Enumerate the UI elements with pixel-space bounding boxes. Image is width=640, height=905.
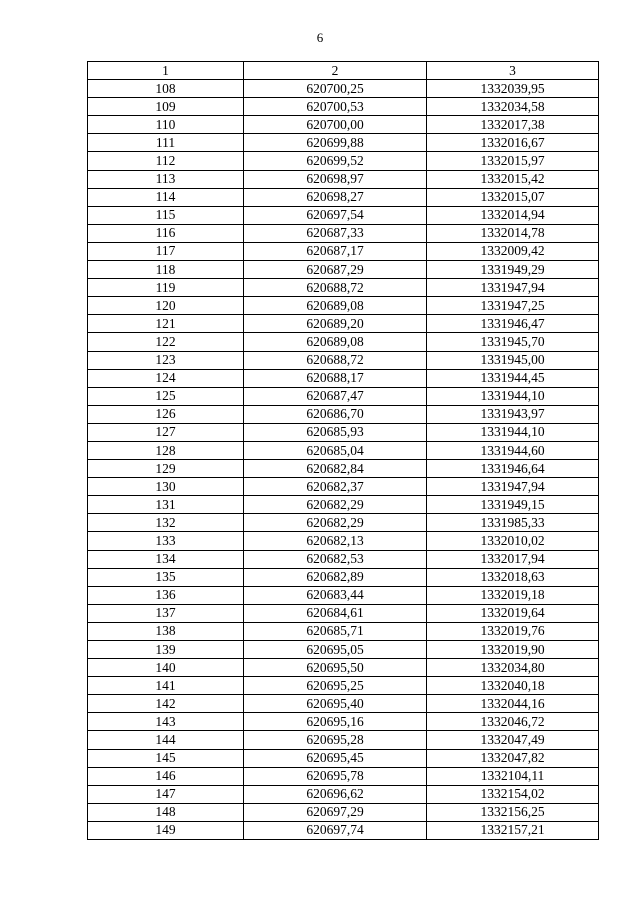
table-row xyxy=(88,713,599,731)
table-row xyxy=(88,586,599,604)
point-number-cell: 116 xyxy=(88,224,244,242)
y-coordinate-cell: 1331945,70 xyxy=(427,333,599,351)
y-coordinate-cell: 1332039,95 xyxy=(427,80,599,98)
point-number-cell: 147 xyxy=(88,785,244,803)
table-row xyxy=(88,206,599,224)
point-number-cell: 133 xyxy=(88,532,244,550)
y-coordinate-cell: 1332034,58 xyxy=(427,98,599,116)
table-row xyxy=(88,315,599,333)
point-number-cell: 125 xyxy=(88,387,244,405)
y-coordinate-cell: 1331949,29 xyxy=(427,261,599,279)
table-row xyxy=(88,261,599,279)
x-coordinate-cell: 620695,16 xyxy=(244,713,427,731)
table-row xyxy=(88,641,599,659)
y-coordinate-cell: 1331947,94 xyxy=(427,279,599,297)
table-row xyxy=(88,803,599,821)
x-coordinate-cell: 620700,53 xyxy=(244,98,427,116)
y-coordinate-cell: 1332019,90 xyxy=(427,641,599,659)
point-number-cell: 148 xyxy=(88,803,244,821)
x-coordinate-cell: 620682,37 xyxy=(244,478,427,496)
table-row xyxy=(88,405,599,423)
point-number-cell: 136 xyxy=(88,586,244,604)
point-number-cell: 146 xyxy=(88,767,244,785)
y-coordinate-cell: 1331943,97 xyxy=(427,405,599,423)
point-number-cell: 137 xyxy=(88,604,244,622)
point-number-cell: 117 xyxy=(88,242,244,260)
x-coordinate-cell: 620689,08 xyxy=(244,333,427,351)
y-coordinate-cell: 1331947,94 xyxy=(427,478,599,496)
point-number-cell: 123 xyxy=(88,351,244,369)
y-coordinate-cell: 1332017,38 xyxy=(427,116,599,134)
y-coordinate-cell: 1332014,94 xyxy=(427,206,599,224)
table-row xyxy=(88,351,599,369)
x-coordinate-cell: 620699,52 xyxy=(244,152,427,170)
x-coordinate-cell: 620695,25 xyxy=(244,677,427,695)
point-number-cell: 128 xyxy=(88,441,244,459)
x-coordinate-cell: 620695,40 xyxy=(244,695,427,713)
point-number-cell: 144 xyxy=(88,731,244,749)
y-coordinate-cell: 1332015,07 xyxy=(427,188,599,206)
point-number-cell: 134 xyxy=(88,550,244,568)
point-number-cell: 141 xyxy=(88,677,244,695)
table-row xyxy=(88,116,599,134)
point-number-cell: 124 xyxy=(88,369,244,387)
table-row xyxy=(88,695,599,713)
x-coordinate-cell: 620689,20 xyxy=(244,315,427,333)
table-row xyxy=(88,297,599,315)
y-coordinate-cell: 1332019,76 xyxy=(427,622,599,640)
y-coordinate-cell: 1332019,18 xyxy=(427,586,599,604)
y-coordinate-cell: 1332015,42 xyxy=(427,170,599,188)
y-coordinate-cell: 1332156,25 xyxy=(427,803,599,821)
x-coordinate-cell: 620685,71 xyxy=(244,622,427,640)
point-number-cell: 131 xyxy=(88,496,244,514)
x-coordinate-cell: 620683,44 xyxy=(244,586,427,604)
table-row xyxy=(88,387,599,405)
x-coordinate-cell: 620684,61 xyxy=(244,604,427,622)
x-coordinate-cell: 620696,62 xyxy=(244,785,427,803)
point-number-cell: 110 xyxy=(88,116,244,134)
point-number-cell: 118 xyxy=(88,261,244,279)
x-coordinate-cell: 620682,29 xyxy=(244,514,427,532)
table-row xyxy=(88,152,599,170)
y-coordinate-cell: 1332157,21 xyxy=(427,821,599,839)
column-header-2: 2 xyxy=(244,62,427,80)
x-coordinate-cell: 620695,28 xyxy=(244,731,427,749)
point-number-cell: 140 xyxy=(88,659,244,677)
y-coordinate-cell: 1331944,10 xyxy=(427,423,599,441)
y-coordinate-cell: 1331944,60 xyxy=(427,441,599,459)
x-coordinate-cell: 620697,29 xyxy=(244,803,427,821)
x-coordinate-cell: 620698,27 xyxy=(244,188,427,206)
point-number-cell: 119 xyxy=(88,279,244,297)
x-coordinate-cell: 620700,25 xyxy=(244,80,427,98)
point-number-cell: 122 xyxy=(88,333,244,351)
y-coordinate-cell: 1332009,42 xyxy=(427,242,599,260)
point-number-cell: 130 xyxy=(88,478,244,496)
table-row xyxy=(88,659,599,677)
y-coordinate-cell: 1332016,67 xyxy=(427,134,599,152)
y-coordinate-cell: 1332047,82 xyxy=(427,749,599,767)
y-coordinate-cell: 1331944,10 xyxy=(427,387,599,405)
point-number-cell: 149 xyxy=(88,821,244,839)
table-row xyxy=(88,749,599,767)
column-header-3: 3 xyxy=(427,62,599,80)
table-row xyxy=(88,170,599,188)
x-coordinate-cell: 620699,88 xyxy=(244,134,427,152)
y-coordinate-cell: 1332046,72 xyxy=(427,713,599,731)
point-number-cell: 139 xyxy=(88,641,244,659)
point-number-cell: 111 xyxy=(88,134,244,152)
point-number-cell: 108 xyxy=(88,80,244,98)
y-coordinate-cell: 1332047,49 xyxy=(427,731,599,749)
point-number-cell: 132 xyxy=(88,514,244,532)
x-coordinate-cell: 620697,74 xyxy=(244,821,427,839)
point-number-cell: 138 xyxy=(88,622,244,640)
point-number-cell: 113 xyxy=(88,170,244,188)
x-coordinate-cell: 620687,29 xyxy=(244,261,427,279)
page-number: 6 xyxy=(316,30,324,45)
x-coordinate-cell: 620685,04 xyxy=(244,441,427,459)
x-coordinate-cell: 620688,72 xyxy=(244,351,427,369)
table-row xyxy=(88,98,599,116)
column-header-1: 1 xyxy=(88,62,244,80)
point-number-cell: 129 xyxy=(88,460,244,478)
table-row xyxy=(88,242,599,260)
y-coordinate-cell: 1332018,63 xyxy=(427,568,599,586)
x-coordinate-cell: 620687,47 xyxy=(244,387,427,405)
point-number-cell: 121 xyxy=(88,315,244,333)
table-body xyxy=(88,80,599,840)
table-row xyxy=(88,785,599,803)
table-row xyxy=(88,604,599,622)
y-coordinate-cell: 1331985,33 xyxy=(427,514,599,532)
y-coordinate-cell: 1332015,97 xyxy=(427,152,599,170)
x-coordinate-cell: 620682,53 xyxy=(244,550,427,568)
x-coordinate-cell: 620682,84 xyxy=(244,460,427,478)
point-number-cell: 127 xyxy=(88,423,244,441)
point-number-cell: 109 xyxy=(88,98,244,116)
table-row xyxy=(88,423,599,441)
y-coordinate-cell: 1331946,47 xyxy=(427,315,599,333)
x-coordinate-cell: 620698,97 xyxy=(244,170,427,188)
point-number-cell: 142 xyxy=(88,695,244,713)
table-row xyxy=(88,279,599,297)
y-coordinate-cell: 1332034,80 xyxy=(427,659,599,677)
table-row xyxy=(88,478,599,496)
table-row xyxy=(88,568,599,586)
table-row xyxy=(88,441,599,459)
table-row xyxy=(88,677,599,695)
table-row xyxy=(88,80,599,98)
table-row xyxy=(88,496,599,514)
y-coordinate-cell: 1332017,94 xyxy=(427,550,599,568)
y-coordinate-cell: 1332019,64 xyxy=(427,604,599,622)
table-row xyxy=(88,333,599,351)
y-coordinate-cell: 1332010,02 xyxy=(427,532,599,550)
coordinates-table xyxy=(87,61,599,840)
y-coordinate-cell: 1332014,78 xyxy=(427,224,599,242)
point-number-cell: 112 xyxy=(88,152,244,170)
x-coordinate-cell: 620697,54 xyxy=(244,206,427,224)
point-number-cell: 126 xyxy=(88,405,244,423)
point-number-cell: 120 xyxy=(88,297,244,315)
point-number-cell: 143 xyxy=(88,713,244,731)
table-row xyxy=(88,188,599,206)
y-coordinate-cell: 1332044,16 xyxy=(427,695,599,713)
x-coordinate-cell: 620685,93 xyxy=(244,423,427,441)
x-coordinate-cell: 620687,33 xyxy=(244,224,427,242)
y-coordinate-cell: 1331944,45 xyxy=(427,369,599,387)
table-row xyxy=(88,821,599,839)
table-row xyxy=(88,550,599,568)
table-row xyxy=(88,460,599,478)
x-coordinate-cell: 620695,50 xyxy=(244,659,427,677)
table-row xyxy=(88,532,599,550)
x-coordinate-cell: 620695,05 xyxy=(244,641,427,659)
table-row xyxy=(88,369,599,387)
table-row xyxy=(88,767,599,785)
x-coordinate-cell: 620700,00 xyxy=(244,116,427,134)
y-coordinate-cell: 1332154,02 xyxy=(427,785,599,803)
x-coordinate-cell: 620695,78 xyxy=(244,767,427,785)
x-coordinate-cell: 620688,17 xyxy=(244,369,427,387)
table-row xyxy=(88,622,599,640)
y-coordinate-cell: 1331949,15 xyxy=(427,496,599,514)
x-coordinate-cell: 620682,29 xyxy=(244,496,427,514)
point-number-cell: 135 xyxy=(88,568,244,586)
point-number-cell: 115 xyxy=(88,206,244,224)
table-row xyxy=(88,224,599,242)
y-coordinate-cell: 1331946,64 xyxy=(427,460,599,478)
x-coordinate-cell: 620682,13 xyxy=(244,532,427,550)
y-coordinate-cell: 1332040,18 xyxy=(427,677,599,695)
y-coordinate-cell: 1331947,25 xyxy=(427,297,599,315)
table-row xyxy=(88,514,599,532)
x-coordinate-cell: 620688,72 xyxy=(244,279,427,297)
table-header-row xyxy=(88,62,599,80)
point-number-cell: 145 xyxy=(88,749,244,767)
y-coordinate-cell: 1331945,00 xyxy=(427,351,599,369)
point-number-cell: 114 xyxy=(88,188,244,206)
x-coordinate-cell: 620687,17 xyxy=(244,242,427,260)
x-coordinate-cell: 620686,70 xyxy=(244,405,427,423)
table-row xyxy=(88,134,599,152)
x-coordinate-cell: 620682,89 xyxy=(244,568,427,586)
table-row xyxy=(88,731,599,749)
x-coordinate-cell: 620695,45 xyxy=(244,749,427,767)
x-coordinate-cell: 620689,08 xyxy=(244,297,427,315)
y-coordinate-cell: 1332104,11 xyxy=(427,767,599,785)
